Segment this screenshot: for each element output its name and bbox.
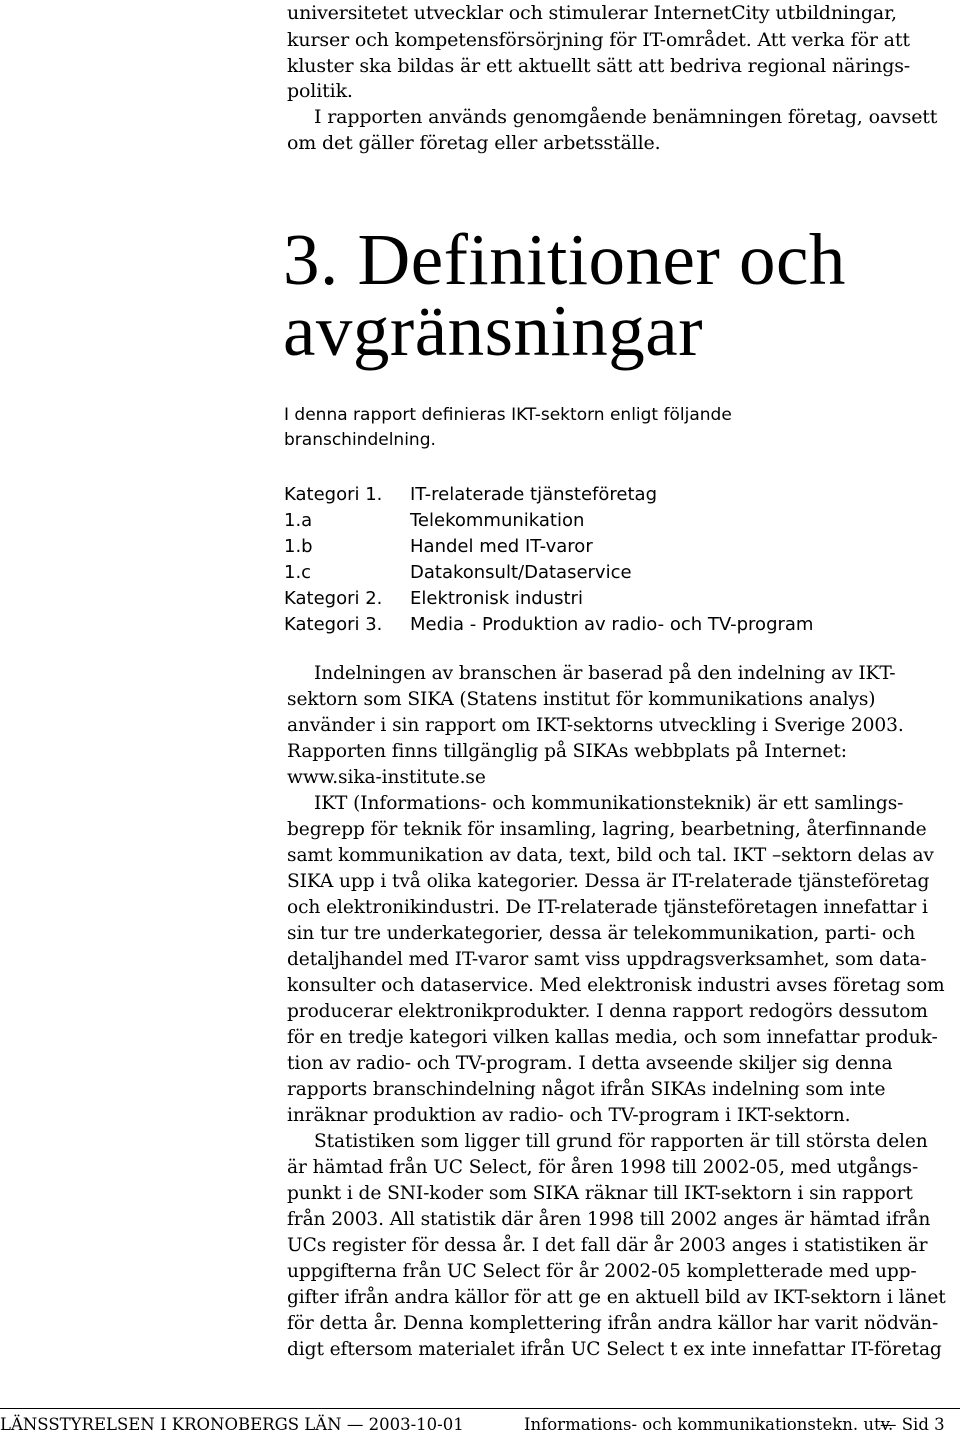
category-code: Kategori 2. — [284, 588, 383, 609]
category-name: Telekommunikation — [410, 510, 585, 531]
category-code: Kategori 3. — [284, 614, 383, 635]
body-line: konsulter och dataservice. Med elektronisk industri avses företag som — [287, 975, 945, 996]
category-code: 1.b — [284, 536, 313, 557]
intro-line: om det gäller företag eller arbetsställe. — [287, 132, 661, 154]
body-line: Indelningen av branschen är baserad på den indelning av IKT- — [314, 663, 896, 684]
definition-line: I denna rapport definieras IKT-sektorn enligt följande — [284, 405, 732, 425]
category-name: IT-relaterade tjänsteföretag — [410, 484, 657, 505]
footer-page-number: — Sid 3 — [880, 1415, 945, 1434]
body-line: gifter ifrån andra källor för att ge en aktuell bild av IKT-sektorn i länet — [287, 1287, 946, 1308]
body-line: UCs register för dessa år. I det fall där år 2003 anges i statistiken är — [287, 1235, 928, 1256]
category-name: Handel med IT-varor — [410, 536, 593, 557]
intro-line: I rapporten används genomgående benämningen företag, oavsett — [314, 106, 938, 128]
body-line: IKT (Informations- och kommunikationsteknik) är ett samlings- — [314, 793, 904, 814]
category-name: Elektronisk industri — [410, 588, 583, 609]
body-line: begrepp för teknik för insamling, lagring, bearbetning, återfinnande — [287, 819, 927, 840]
category-code: 1.a — [284, 510, 313, 531]
body-line: använder i sin rapport om IKT-sektorns utveckling i Sverige 2003. — [287, 715, 904, 736]
category-code: Kategori 1. — [284, 484, 383, 505]
body-line: inräknar produktion av radio- och TV-program i IKT-sektorn. — [287, 1105, 851, 1126]
body-line: från 2003. All statistik där åren 1998 till 2002 anges är hämtad ifrån — [287, 1209, 931, 1230]
footer-left: LÄNSSTYRELSEN I KRONOBERGS LÄN — 2003-10-01 — [0, 1415, 464, 1434]
intro-line: universitetet utvecklar och stimulerar InternetCity utbildningar, — [287, 2, 897, 24]
body-line: punkt i de SNI-koder som SIKA räknar till IKT-sektorn i sin rapport — [287, 1183, 913, 1204]
category-name: Datakonsult/Dataservice — [410, 562, 632, 583]
body-line: tion av radio- och TV-program. I detta avseende skiljer sig denna — [287, 1053, 893, 1074]
heading-line: 3. Definitioner och — [283, 219, 846, 300]
body-line: detaljhandel med IT-varor samt viss uppdragsverksamhet, som data- — [287, 949, 927, 970]
body-line: och elektronikindustri. De IT-relaterade tjänsteföretagen innefattar i — [287, 897, 928, 918]
body-link: www.sika-institute.se — [287, 767, 486, 788]
intro-line: kurser och kompetensförsörjning för IT-området. Att verka för att — [287, 29, 910, 51]
body-line: uppgifterna från UC Select för år 2002-05 kompletterade med upp- — [287, 1261, 917, 1282]
body-line: digt eftersom materialet ifrån UC Select t ex inte innefattar IT-företag — [287, 1339, 942, 1360]
intro-line: kluster ska bildas är ett aktuellt sätt att bedriva regional närings- — [287, 55, 911, 77]
body-line: Statistiken som ligger till grund för rapporten är till största delen — [314, 1131, 928, 1152]
body-line: är hämtad från UC Select, för åren 1998 till 2002-05, med utgångs- — [287, 1157, 919, 1178]
category-name: Media - Produktion av radio- och TV-program — [410, 614, 814, 635]
heading-line: avgränsningar — [283, 290, 704, 371]
body-line: samt kommunikation av data, text, bild och tal. IKT –sektorn delas av — [287, 845, 934, 866]
body-line: SIKA upp i två olika kategorier. Dessa är IT-relaterade tjänsteföretag — [287, 871, 930, 892]
body-line: Rapporten finns tillgänglig på SIKAs webbplats på Internet: — [287, 741, 847, 762]
definition-line: branschindelning. — [284, 430, 436, 450]
page-footer — [0, 1408, 960, 1434]
category-code: 1.c — [284, 562, 312, 583]
body-line: sektorn som SIKA (Statens institut för kommunikations analys) — [287, 689, 876, 710]
body-line: för en tredje kategori vilken kallas media, och som innefattar produk- — [287, 1027, 938, 1048]
body-line: sin tur tre underkategorier, dessa är telekommunikation, parti- och — [287, 923, 916, 944]
body-line: för detta år. Denna komplettering ifrån andra källor har varit nödvän- — [287, 1313, 939, 1334]
intro-line: politik. — [287, 80, 353, 102]
footer-middle: Informations- och kommunikationstekn. utv. — [524, 1415, 894, 1434]
body-line: rapports branschindelning något ifrån SIKAs indelning som inte — [287, 1079, 886, 1100]
body-line: producerar elektronikprodukter. I denna rapport redogörs dessutom — [287, 1001, 928, 1022]
